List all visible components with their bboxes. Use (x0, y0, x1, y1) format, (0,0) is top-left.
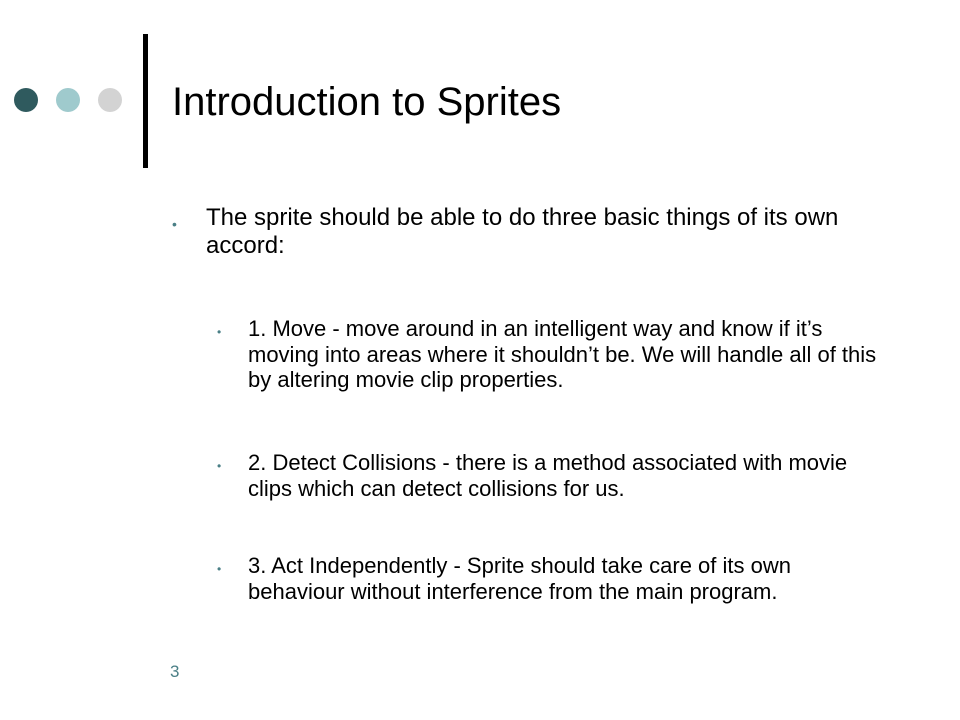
decorative-dot-teal (56, 88, 80, 112)
title-divider (143, 34, 148, 168)
page-number: 3 (170, 662, 180, 681)
decorative-dot-gray (98, 88, 122, 112)
sub-bullet-text: 2. Detect Collisions - there is a method associated with movie clips which can detect collisions for us. (248, 450, 848, 501)
sub-bullet-text: 1. Move - move around in an intelligent way and know if it’s moving into areas where it shouldn’t be. We will handle all of this by altering movie clip properties. (248, 316, 877, 393)
decorative-dot-dark (14, 88, 38, 112)
bullet-icon: • (172, 216, 177, 232)
bullet-icon: • (217, 325, 222, 339)
sub-bullet-text: 3. Act Independently - Sprite should take care of its own behaviour without interference from the main program. (248, 553, 791, 604)
bullet-icon: • (217, 459, 222, 473)
slide-title: Introduction to Sprites (172, 80, 562, 124)
main-bullet-text: The sprite should be able to do three basic things of its own accord: (206, 204, 839, 259)
bullet-icon: • (217, 562, 222, 576)
